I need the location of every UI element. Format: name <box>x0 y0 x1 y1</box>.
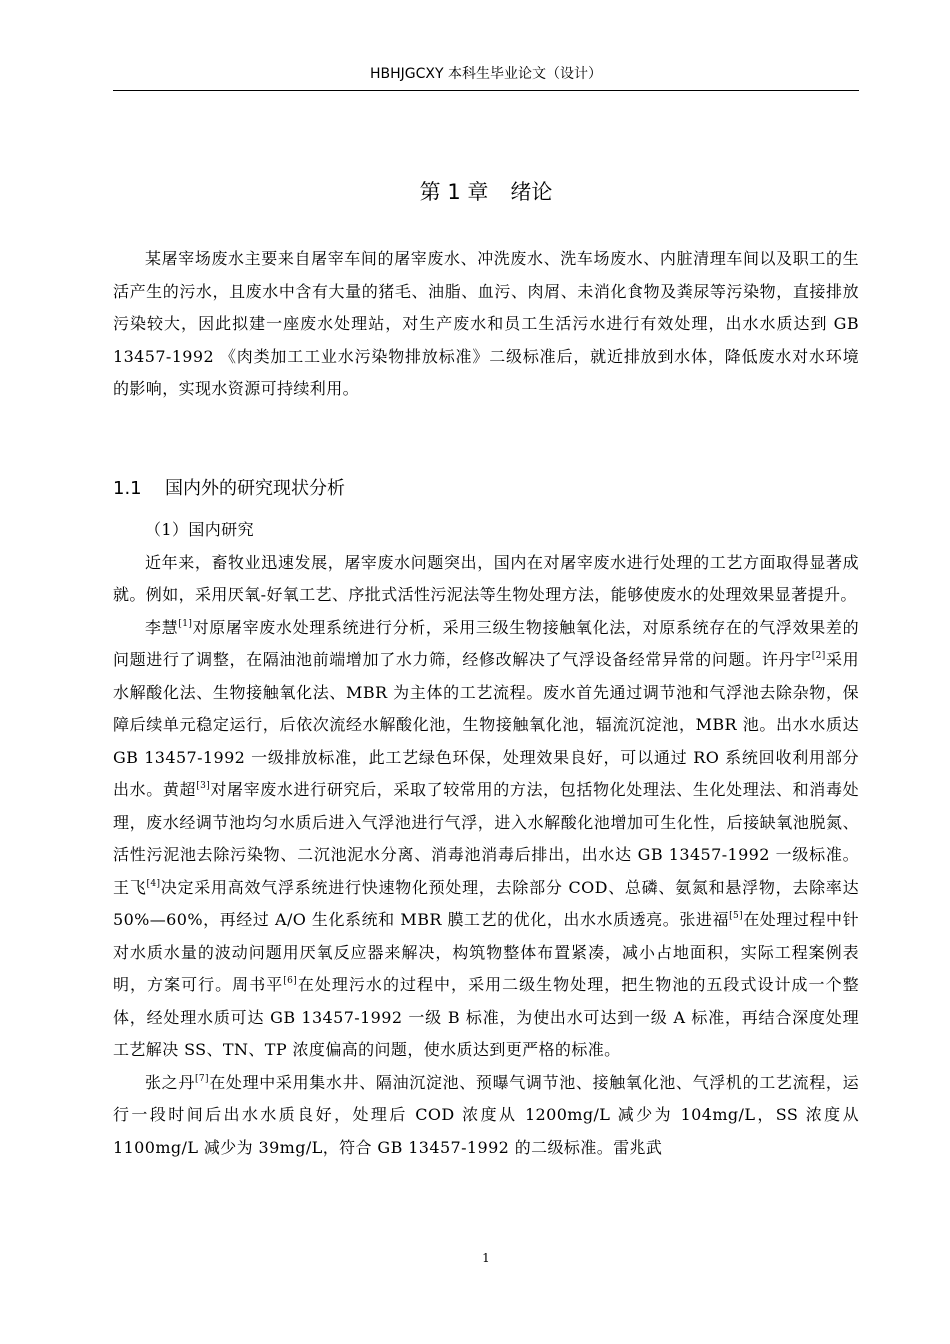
header-rule <box>113 90 859 91</box>
author-ref: 李慧 <box>145 617 179 637</box>
text-run: 对原屠宰废水处理系统进行分析，采用三级生物接触氧化法，对原系统存在的气浮效果差的问题进行了调整，在隔油池前端增加了水力筛，经修改解决了气浮设备经常异常的问题。许丹宇 <box>113 617 859 669</box>
citation-ref[interactable]: [1] <box>178 618 193 629</box>
section-title: 国内外的研究现状分析 <box>165 478 345 499</box>
subsection-label: （1）国内研究 <box>145 520 254 539</box>
intro-paragraph: 某屠宰场废水主要来自屠宰车间的屠宰废水、冲洗废水、洗车场废水、内脏清理车间以及职工的生活产生的污水，且废水中含有大量的猪毛、油脂、血污、肉屑、未消化食物及粪尿等污染物，直接排放污染较大，因此拟建一座废水处理站，对生产废水和员工生活污水进行有效处理，出水水质达到 GB 13457-1992 《肉类加工工业水污染物排放标准》二级标准后，就近排放到水体，降低废水对水环境的影响，实现水资源可持续利用。 <box>113 249 859 398</box>
text-run: 在处理过程中针对水质水量的波动问题用厌氧反应器来解决，构筑物整体布置紧凑，减小占地面积，实际工程案例表明，方案可行。周书平 <box>113 910 859 994</box>
paragraph-2 <box>113 612 859 1067</box>
text-run: 在处理中采用集水井、隔油沉淀池、预曝气调节池、接触氧化池、气浮机的工艺流程，运行一段时间后出水水质良好，处理后 COD 浓度从 1200mg/L 减少为 104mg/L，SS 浓度从 1100mg/L 减少为 39mg/L，符合 GB 13457-1992 的二级标准。雷兆武 <box>113 1072 860 1157</box>
section-number: 1.1 <box>113 478 142 499</box>
text-run: 在处理污水的过程中，采用二级生物处理，把生物池的五段式设计成一个整体，经处理水质可达 GB 13457-1992 一级 B 标准，为使出水可达到一级 A 标准，再结合深度处理工艺解决 SS、TN、TP 浓度偏高的问题，使水质达到更严格的标准。 <box>113 975 859 1059</box>
chapter-label: 第 1 章 <box>419 180 489 204</box>
main-body <box>113 514 859 1164</box>
citation-ref[interactable]: [7] <box>195 1073 209 1084</box>
paragraph-3 <box>113 1067 859 1165</box>
citation-ref[interactable]: [4] <box>146 878 161 889</box>
paragraph-1: 近年来，畜牧业迅速发展，屠宰废水问题突出，国内在对屠宰废水进行处理的工艺方面取得显著成就。例如，采用厌氧-好氧工艺、序批式活性污泥法等生物处理方法，能够使废水的处理效果显著提升。 <box>113 552 859 604</box>
text-run: 对屠宰废水进行研究后，采取了较常用的方法，包括物化处理法、生化处理法、和消毒处理，废水经调节池均匀水质后进入气浮池进行气浮，进入水解酸化池增加可生化性，后接缺氧池脱氮、活性污泥池去除污染物、二沉池泥水分离、消毒池消毒后排出，出水达 GB 13457-1992 一级标准。王飞 <box>113 780 859 897</box>
citation-ref[interactable]: [5] <box>729 911 744 921</box>
text-run: 采用水解酸化法、生物接触氧化法、MBR 为主体的工艺流程。废水首先通过调节池和气浮池去除杂物，保障后续单元稳定运行，后依次流经水解酸化池，生物接触氧化池，辐流沉淀池，MBR 池。出水水质达 GB 13457-1992 一级排放标准，此工艺绿色环保，处理效果良好，可以通过 RO 系统回收利用部分出水。黄超 <box>113 650 859 799</box>
page-number: 1 <box>482 1251 490 1265</box>
chapter-name: 绪论 <box>510 180 553 204</box>
running-header: HBHJGCXY 本科生毕业论文（设计） <box>369 66 602 82</box>
chapter-title <box>113 176 859 208</box>
citation-ref[interactable]: [2] <box>811 651 826 661</box>
author-ref: 张之丹 <box>145 1072 196 1092</box>
intro-block <box>113 243 859 406</box>
text-run: 决定采用高效气浮系统进行快速物化预处理，去除部分 COD、总磷、氨氮和悬浮物，去除率达 50%—60%，再经过 A/O 生化系统和 MBR 膜工艺的优化，出水水质透亮。张进福 <box>113 877 859 929</box>
citation-ref[interactable]: [3] <box>196 781 211 791</box>
citation-ref[interactable]: [6] <box>283 976 298 986</box>
section-heading <box>113 474 345 504</box>
